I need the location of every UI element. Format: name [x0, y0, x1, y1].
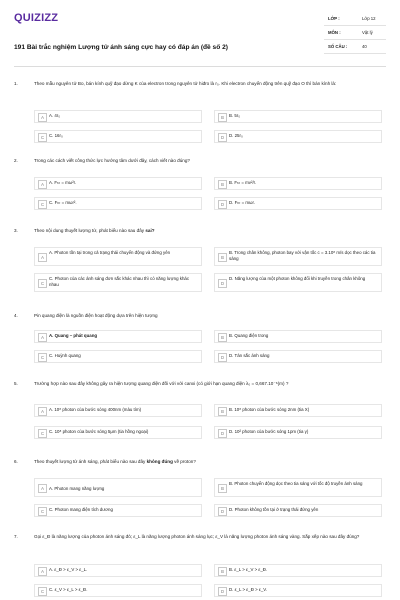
question-text — [34, 458, 379, 465]
option-letter-box: B — [218, 180, 227, 189]
option-text: A. Quang – phát quang — [49, 333, 98, 338]
option-d[interactable] — [214, 584, 382, 597]
option-letter-box: D — [218, 200, 227, 209]
question-number: 5. — [14, 381, 18, 386]
meta-row-class — [324, 12, 386, 26]
option-text: A. Photon mang năng lượng — [49, 486, 105, 491]
option-b[interactable] — [214, 177, 382, 190]
option-text: C. Huỳnh quang — [49, 353, 81, 358]
option-letter-box: C — [38, 279, 47, 288]
option-letter-box: C — [38, 507, 47, 516]
option-letter-box: B — [218, 567, 227, 576]
option-d[interactable] — [214, 197, 382, 210]
question-text: Theo mẫu nguyên tử Bo, bán kính quỹ đạo dừng K của electron trong nguyên tử hiđro là r₀. Khi electron chuyển động trên quỹ đạo O thì bán kính là: — [34, 81, 337, 86]
option-letter-box: C — [38, 429, 47, 438]
option-b[interactable] — [214, 404, 382, 417]
option-b[interactable] — [214, 478, 382, 497]
meta-table — [324, 12, 386, 54]
question-text-main: Theo thuyết lượng tử ánh sáng, phát biểu nào sau đây — [34, 459, 146, 464]
option-letter-box: B — [218, 407, 227, 416]
option-letter-box: B — [218, 484, 227, 493]
option-letter-box: D — [218, 353, 227, 362]
quizizz-logo: QUIZIZZ — [14, 12, 59, 24]
option-letter-box: D — [218, 279, 227, 288]
option-letter-box: D — [218, 587, 227, 596]
option-letter-box: A — [38, 407, 47, 416]
question-number: 3. — [14, 228, 18, 233]
option-c[interactable] — [34, 273, 202, 292]
option-c[interactable] — [34, 426, 202, 439]
option-letter-box: A — [38, 484, 47, 493]
option-b[interactable] — [214, 110, 382, 123]
option-a[interactable] — [34, 564, 202, 577]
option-text: D. Tán sắc ánh sáng — [229, 353, 270, 358]
option-text: B. Trong chân không, photon bay với vận tốc c = 3.10⁸ m/s dọc theo các tia sáng — [229, 250, 376, 261]
option-letter-box: B — [218, 113, 227, 122]
option-d[interactable] — [214, 426, 382, 439]
option-text: B. ε_L > ε_V > ε_Đ. — [229, 567, 268, 572]
option-text: C. 10⁸ photon của bước sóng 5μm (tia hồng ngoại) — [49, 429, 149, 434]
option-letter-box: B — [218, 253, 227, 262]
option-letter-box: C — [38, 133, 47, 142]
option-d[interactable] — [214, 350, 382, 363]
meta-label: SỐ CÂU : — [328, 44, 348, 49]
option-letter-box: A — [38, 253, 47, 262]
option-text: B. Quang điện trong — [229, 333, 269, 338]
option-text: B. 5r₀ — [229, 113, 241, 118]
meta-label: MÔN : — [328, 30, 341, 35]
option-c[interactable] — [34, 584, 202, 597]
meta-value: Vật lý — [362, 30, 373, 35]
question-text: Pin quang điện là nguồn điện hoạt động dựa trên hiện tượng — [34, 313, 158, 318]
option-text: C. Photon mang điện tích dương — [49, 507, 113, 512]
option-d[interactable] — [214, 504, 382, 517]
option-text: C. Photon của các ánh sáng đơn sắc khác nhau thì có năng lượng khác nhau — [49, 276, 190, 287]
option-c[interactable] — [34, 350, 202, 363]
option-d[interactable] — [214, 273, 382, 292]
meta-row-count — [324, 40, 386, 54]
option-b[interactable] — [214, 564, 382, 577]
option-text: C. ε_V > ε_L > ε_Đ. — [49, 587, 88, 592]
question-number: 6. — [14, 459, 18, 464]
meta-row-subject — [324, 26, 386, 40]
option-c[interactable] — [34, 197, 202, 210]
option-c[interactable] — [34, 504, 202, 517]
option-a[interactable] — [34, 330, 202, 343]
option-letter-box: A — [38, 333, 47, 342]
question-text-emphasis: không đúng — [146, 459, 173, 464]
option-text: D. 10² photon của bước sóng 1pm (tia γ) — [229, 429, 309, 434]
option-text: C. Fₕₜ = mωr². — [49, 200, 77, 205]
option-text: B. Photon chuyển động dọc theo tia sáng với tốc độ truyền ánh sáng — [229, 481, 363, 486]
page-title: 191 Bài trắc nghiệm Lượng tử ánh sáng cực hay có đáp án (đề số 2) — [14, 44, 228, 51]
option-a[interactable] — [34, 404, 202, 417]
option-letter-box: D — [218, 133, 227, 142]
question-text-emphasis: sai? — [145, 228, 155, 233]
option-text: D. Photon không tồn tại ở trạng thái đứng yên — [229, 507, 319, 512]
question-text: Gọi ε_Đ là năng lượng của photon ánh sáng đỏ; ε_L là năng lượng photon ánh sáng lục; ε_V là năng lượng photon ánh sáng vàng. Sắp xếp nào sau đây đúng? — [34, 534, 360, 539]
option-letter-box: C — [38, 353, 47, 362]
question-text-tail: về proton? — [172, 459, 196, 464]
option-b[interactable] — [214, 330, 382, 343]
question-text-main: Theo nội dung thuyết lượng tử, phát biểu nào sau đây — [34, 228, 145, 233]
question-number: 1. — [14, 81, 18, 86]
option-d[interactable] — [214, 130, 382, 143]
option-text: B. 10⁸ photon của bước sóng 2nm (tia X) — [229, 407, 310, 412]
meta-value: 40 — [362, 44, 367, 49]
option-a[interactable] — [34, 177, 202, 190]
header — [14, 12, 386, 56]
option-text: A. 10⁸ photon của bước sóng 400nm (màu tím) — [49, 407, 142, 412]
option-text: A. ε_Đ > ε_V > ε_L. — [49, 567, 88, 572]
option-text: A. 4r₀ — [49, 113, 61, 118]
option-letter-box: D — [218, 429, 227, 438]
option-letter-box: C — [38, 587, 47, 596]
option-text: D. 25r₀ — [229, 133, 243, 138]
option-text: C. 16r₀ — [49, 133, 63, 138]
option-text: D. ε_L > ε_Đ > ε_V. — [229, 587, 268, 592]
divider — [14, 66, 386, 67]
option-text: A. Photon tồn tại trong cả trạng thái chuyển động và đứng yên — [49, 250, 171, 255]
option-a[interactable] — [34, 110, 202, 123]
question-number: 2. — [14, 158, 18, 163]
option-letter-box: A — [38, 113, 47, 122]
option-text: D. Năng lượng của một photon không đổi khi truyền trong chân không — [229, 276, 366, 281]
question-text: Trường hợp nào sau đây không gây ra hiện tượng quang điện đối với với canxi (có giới hạn quang điện λ₀ = 0,667.10⁻⁶(m) ? — [34, 381, 289, 386]
option-text: B. Fₕₜ = mv²/r. — [229, 180, 257, 185]
option-b[interactable] — [214, 247, 382, 266]
option-letter-box: D — [218, 507, 227, 516]
option-letter-box: B — [218, 333, 227, 342]
question-number: 4. — [14, 313, 18, 318]
question-text — [34, 227, 379, 234]
option-text: D. Fₕₜ = mωr. — [229, 200, 255, 205]
meta-value: Lớp 12 — [362, 16, 376, 21]
question-number: 7. — [14, 534, 18, 539]
option-letter-box: A — [38, 180, 47, 189]
option-c[interactable] — [34, 130, 202, 143]
option-a[interactable] — [34, 247, 202, 266]
option-letter-box: A — [38, 567, 47, 576]
option-a[interactable] — [34, 478, 202, 497]
question-text: Trong các cách viết công thức lực hướng tâm dưới đây, cách viết nào đúng? — [34, 158, 190, 163]
option-letter-box: C — [38, 200, 47, 209]
option-text: A. Fₕₜ = mω²r. — [49, 180, 77, 185]
meta-label: LỚP : — [328, 16, 340, 21]
